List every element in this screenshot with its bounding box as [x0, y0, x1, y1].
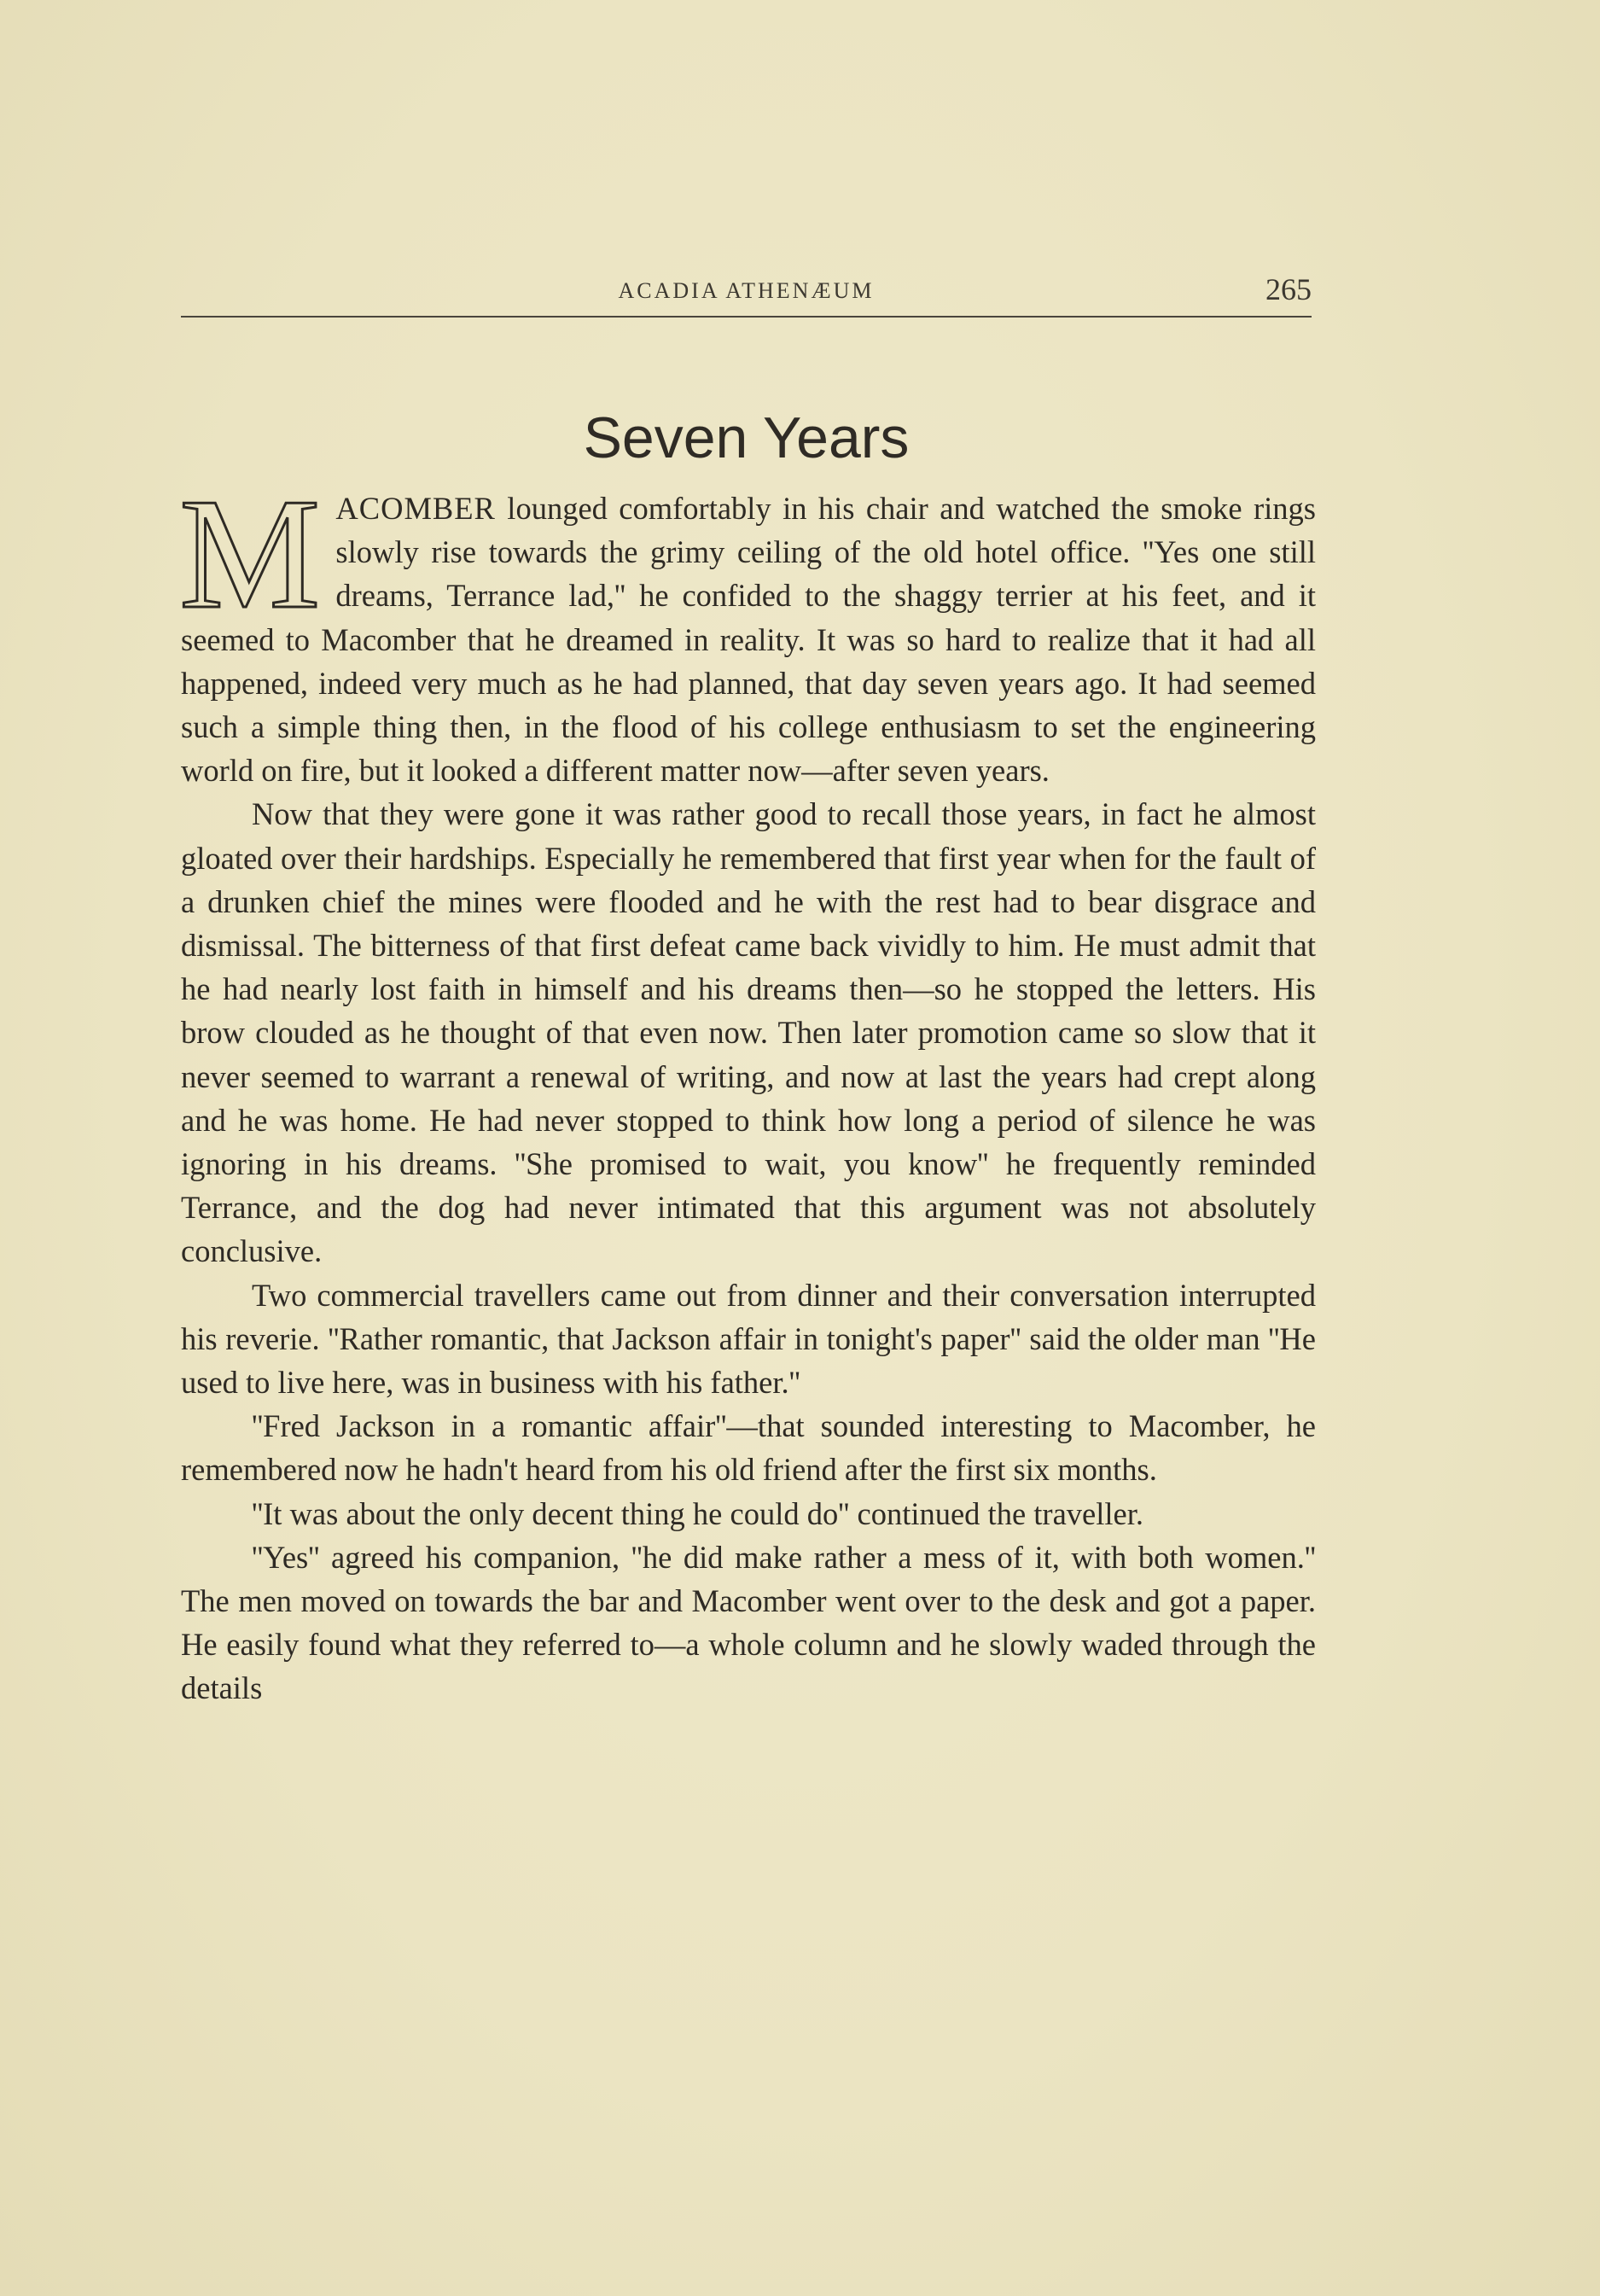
paragraph-2: Now that they were gone it was rather good to recall those years, in fact he almost gloated over their hardships. Especially he remembered that first year when for the fault of a drunken chief the mines were flooded and he with the rest had to bear disgrace and dismissal. The bitterness of that first defeat came back vividly to him. He must admit that he had nearly lost faith in himself and his dreams then—so he stopped the letters. His brow clouded as he thought of that even now. Then later promotion came so slow that it never seemed to warrant a renewal of writing, and now at last the years had crept along and he was home. He had never stopped to think how long a period of silence he was ignoring in his dreams. ''She promised to wait, you know'' he frequently reminded Terrance, and the dog had never intimated that this argument was not absolutely conclusive.	[181, 796, 1316, 1269]
paragraph-1	[179, 466, 1316, 792]
page-number: 265	[1265, 272, 1312, 306]
article-body	[179, 466, 1316, 1710]
drop-cap-initial: M	[179, 466, 321, 642]
paragraph-6: ''Yes'' agreed his companion, ''he did make rather a mess of it, with both women.'' The men moved on towards the bar and Macomber went over to the desk and got a paper. He easily found what they referred to—a whole column and he slowly waded through the details	[181, 1539, 1316, 1706]
paragraph-4: ''Fred Jackson in a romantic affair''—that sounded interesting to Macomber, he remembered now he hadn't heard from his old friend after the first six months.	[181, 1408, 1316, 1488]
paragraph-3: Two commercial travellers came out from dinner and their conversation interrupted his reverie. ''Rather romantic, that Jackson affair in tonight's paper'' said the older man ''He used to live here, was in business with his father.''	[181, 1277, 1316, 1401]
journal-name: ACADIA ATHENÆUM	[618, 278, 875, 303]
paragraph-5: ''It was about the only decent thing he could do'' continued the traveller.	[252, 1495, 1143, 1531]
running-head	[181, 268, 1312, 318]
article-title: Seven Years	[583, 405, 910, 470]
lead-word: ACOMBER	[335, 491, 496, 526]
paragraph-1-text: lounged comfortably in his chair and watched the smoke rings slowly rise towards the grimy ceiling of the old hotel office. ''Yes one still dreams, Terrance lad,'' he confided to the shaggy terrier at his feet, and it seemed to Macomber that he dreamed in reality. It was so hard to realize that it had all happened, indeed very much as he had planned, that day seven years ago. It had seemed such a simple thing then, in the flood of his college enthusiasm to set the engineering world on fire, but it looked a different matter now—after seven years.	[181, 491, 1316, 789]
